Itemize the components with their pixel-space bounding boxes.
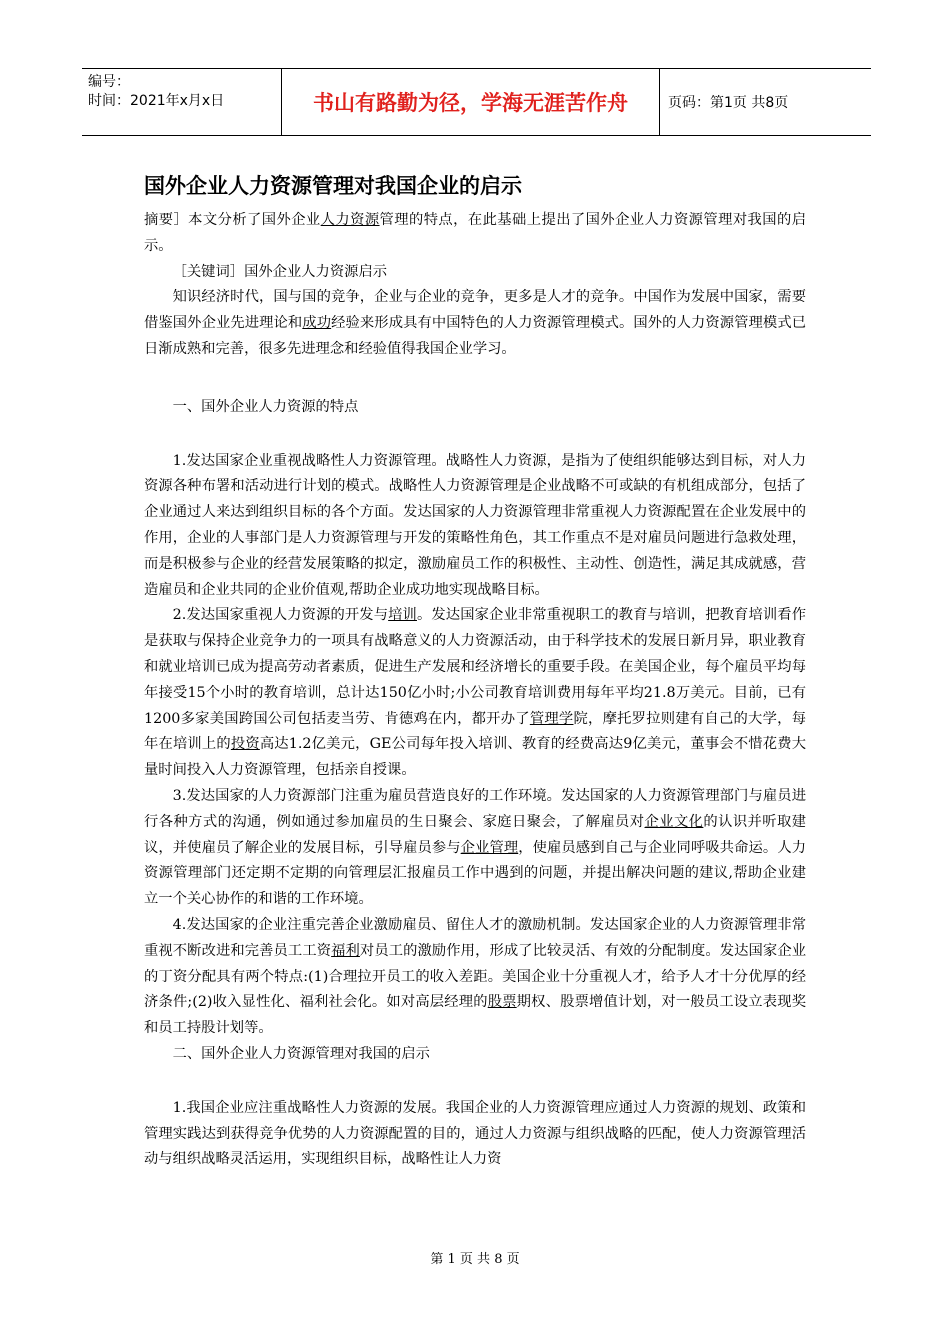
link-management-science[interactable]: 管理学 (529, 710, 574, 727)
p2-text-d: 高达1.2亿美元，GE公司每年投入培训、教育的经费高达9亿美元，董事会不惜花费大量时间投入人力资源管理，包括亲自授课。 (144, 736, 807, 779)
paragraph-5: 1.我国企业应注重战略性人力资源的发展。我国企业的人力资源管理应通过人力资源的规划、政策和管理实践达到获得竞争优势的人力资源配置的目的，通过人力资源与组织战略的匹配，使人力资源管理活动与组织战略灵活运用，实现组织目标，战略性让人力资 (144, 1099, 806, 1168)
document-body (144, 168, 806, 1173)
intro-text-cont: 经验来形成具有中国特色的人力资源管理模式。国外的人力资源管理模式已日渐成熟和完善，很多先进理念和经验值得我国企业学习。 (144, 315, 807, 357)
p3-text: 3.发达国家的人力资源部门注重为雇员营造良好的工作环境。发达国家的人力资源管理部门与雇员进行各种方式的沟通，例如通过参加雇员的生日聚会、家庭日聚会，了解雇员对 (144, 787, 806, 830)
intro-text: 知识经济时代，国与国的竞争，企业与企业的竞争，更多是人才的竞争。中国作为发展中国家，需要借鉴国外企业先进理论和 (144, 289, 806, 332)
p4-text-b: 对员工的激励作用，形成了比较灵活、有效的分配制度。发达国家企业的丁资分配具有两个特点:(1)合理拉开员工的收入差距。美国企业十分重视人才，给予人才十分优厚的经济条件;(2)收入显性化、福利社会化。如对高层经理的 (144, 942, 807, 1011)
link-training[interactable]: 培训 (388, 607, 417, 624)
intro-paragraph (144, 285, 806, 362)
header-page-label: 页码：第1页 共8页 (668, 95, 789, 111)
paragraph-2 (144, 603, 806, 784)
abstract-text-cont: 管理的特点，在此基础上提出了国外企业人力资源管理对我国的启示。 (144, 212, 807, 254)
time-label: 时间：2021年x月x日 (88, 93, 225, 109)
link-hr[interactable]: 人力资源 (320, 212, 380, 228)
page-header (82, 68, 871, 136)
header-motto: 书山有路勤为径，学海无涯苦作舟 (282, 69, 660, 135)
section-heading-2: 二、国外企业人力资源管理对我国的启示 (172, 1045, 430, 1062)
link-stock[interactable]: 股票 (487, 994, 517, 1011)
paragraph-4 (144, 913, 806, 1042)
spacer (144, 363, 806, 395)
p3-text-b: 的认识并听取建议，并使雇员了解企业的发展目标，引导雇员参与 (144, 813, 807, 856)
p2-text: 2.发达国家重视人力资源的开发与 (172, 607, 389, 624)
section-heading-1: 一、国外企业人力资源的特点 (172, 398, 359, 415)
keywords: ［关键词］国外企业人力资源启示 (172, 263, 388, 280)
page-footer: 第 1 页 共 8 页 (430, 1252, 520, 1267)
p2-text-c: 院，摩托罗拉则建有自己的大学，每年在培训上的 (144, 710, 807, 753)
spacer (144, 1068, 806, 1096)
link-corporate-culture[interactable]: 企业文化 (644, 813, 704, 830)
link-welfare[interactable]: 福利 (331, 942, 360, 959)
number-label: 编号： (88, 74, 130, 90)
p4-text-c: 期权、股票增值计划，对一般员工设立表现奖和员工持股计划等。 (144, 994, 807, 1037)
abstract (144, 208, 806, 260)
p3-text-c: ，使雇员感到自己与企业同呼吸共命运。人力资源管理部门还定期不定期的向管理层汇报雇员工作中遇到的问题，并提出解决问题的建议,帮助企业建立一个关心协作的和谐的工作环境。 (144, 839, 807, 908)
doc-title: 国外企业人力资源管理对我国企业的启示 (144, 174, 522, 198)
p4-text: 4.发达国家的企业注重完善企业激励雇员、留住人才的激励机制。发达国家企业的人力资源管理非常重视不断改进和完善员工工资 (144, 916, 806, 959)
link-enterprise-management[interactable]: 企业管理 (460, 839, 519, 856)
link-investment[interactable]: 投资 (230, 736, 260, 753)
header-info (82, 69, 282, 135)
p2-text-b: 。发达国家企业非常重视职工的教育与培训，把教育培训看作是获取与保持企业竞争力的一项具有战略意义的人力资源活动，由于科学技术的发展日新月异，职业教育和就业培训已成为提高劳动者素质，促进生产发展和经济增长的重要手段。在美国企业，每个雇员平均每年接受15个小时的教育培训，总计达150亿小时;小公司教育培训费用每年平均21.8万美元。目前，已有1200多家美国跨国公司包括麦当劳、肯德鸡在内，都开办了 (144, 607, 807, 727)
abstract-text: 摘要］本文分析了国外企业 (144, 212, 321, 228)
link-success[interactable]: 成功 (302, 315, 332, 332)
paragraph-1: 1.发达国家企业重视战略性人力资源管理。战略性人力资源，是指为了使组织能够达到目标，对人力资源各种布署和活动进行计划的模式。战略性人力资源管理是企业战略不可或缺的有机组成部分，包括了企业通过人来达到组织目标的各个方面。发达国家的人力资源管理非常重视人力资源配置在企业发展中的作用，企业的人事部门是人力资源管理与开发的策略性角色，其工作重点不是对雇员问题进行急救处理，而是积极参与企业的经营发展策略的拟定，激励雇员工作的积极性、主动性、创造性，满足其成就感，营造雇员和企业共同的企业价值观,帮助企业成功地实现战略目标。 (144, 452, 806, 598)
spacer (144, 421, 806, 449)
paragraph-3 (144, 784, 806, 913)
